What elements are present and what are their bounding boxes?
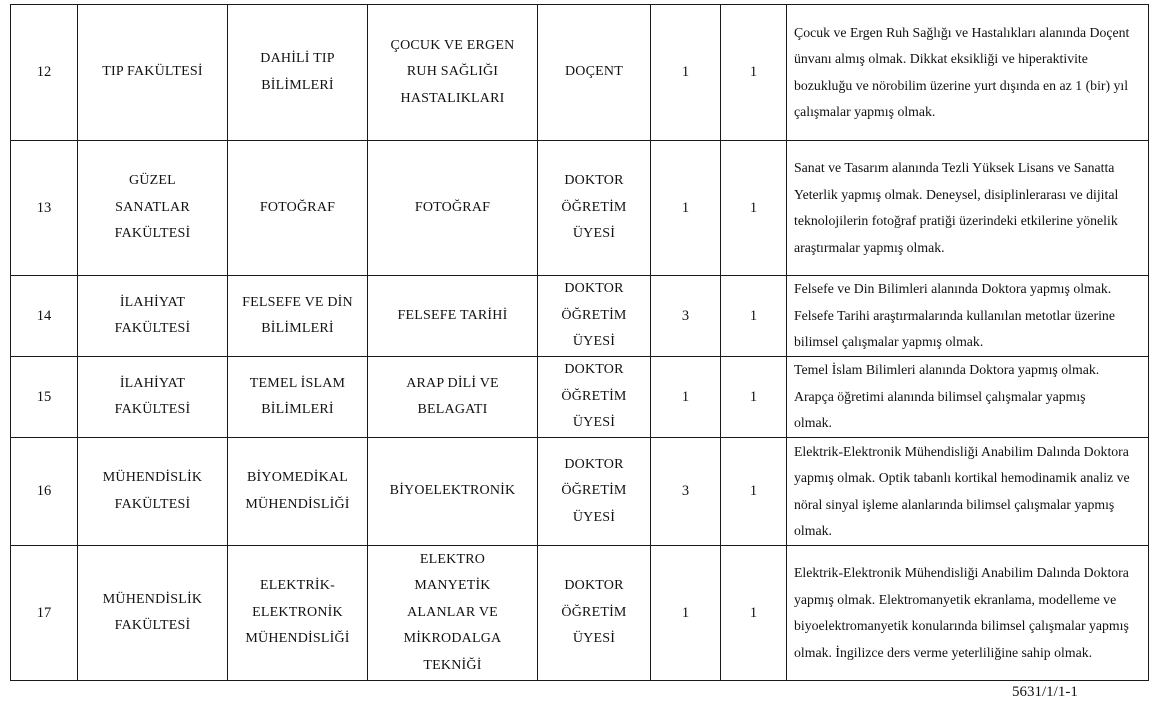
title-cell: DOÇENT (538, 5, 651, 141)
requirements-cell: Felsefe ve Din Bilimleri alanında Doktora yapmış olmak. Felsefe Tarihi araştırmalarında kullanılan metotlar üzerine bilimsel çalışmalar yapmış olmak. (787, 276, 1149, 357)
row-number: 13 (11, 141, 78, 276)
faculty-cell: İLAHİYAT FAKÜLTESİ (78, 276, 228, 357)
count-cell: 1 (721, 546, 787, 681)
department-cell: ELEKTRİK-ELEKTRONİK MÜHENDİSLİĞİ (228, 546, 368, 681)
count-cell: 1 (721, 5, 787, 141)
division-cell: ÇOCUK VE ERGEN RUH SAĞLIĞI HASTALIKLARI (368, 5, 538, 141)
department-cell: FELSEFE VE DİN BİLİMLERİ (228, 276, 368, 357)
requirements-cell: Sanat ve Tasarım alanında Tezli Yüksek Lisans ve Sanatta Yeterlik yapmış olmak. Deneysel, disiplinlerarası ve dijital teknolojilerin fotoğraf pratiği üzerindeki etkilerine yönelik araştırmalar yapmış olmak. (787, 141, 1149, 276)
table-row (11, 5, 1149, 141)
department-cell: FOTOĞRAF (228, 141, 368, 276)
title-cell: DOKTOR ÖĞRETİM ÜYESİ (538, 546, 651, 681)
degree-cell: 3 (651, 438, 721, 546)
row-number: 12 (11, 5, 78, 141)
table-row (11, 546, 1149, 681)
division-cell: FOTOĞRAF (368, 141, 538, 276)
requirements-cell: Temel İslam Bilimleri alanında Doktora yapmış olmak. Arapça öğretimi alanında bilimsel çalışmalar yapmış olmak. (787, 357, 1149, 438)
requirements-cell: Elektrik-Elektronik Mühendisliği Anabilim Dalında Doktora yapmış olmak. Elektromanyetik ekranlama, modelleme ve biyoelektromanyetik konularında bilimsel çalışmalar yapmış olmak. İngilizce ders verme yeterliliğine sahip olmak. (787, 546, 1149, 681)
division-cell: BİYOELEKTRONİK (368, 438, 538, 546)
table-row (11, 438, 1149, 546)
requirements-cell: Çocuk ve Ergen Ruh Sağlığı ve Hastalıkları alanında Doçent ünvanı almış olmak. Dikkat eksikliği ve hiperaktivite bozukluğu ve nörobilim üzerine yurt dışında en az 1 (bir) yıl çalışmalar yapmış olmak. (787, 5, 1149, 141)
count-cell: 1 (721, 438, 787, 546)
faculty-cell: İLAHİYAT FAKÜLTESİ (78, 357, 228, 438)
division-cell: FELSEFE TARİHİ (368, 276, 538, 357)
division-cell: ARAP DİLİ VE BELAGATI (368, 357, 538, 438)
faculty-cell: MÜHENDİSLİK FAKÜLTESİ (78, 438, 228, 546)
division-cell: ELEKTRO MANYETİK ALANLAR VE MİKRODALGA TEKNİĞİ (368, 546, 538, 681)
degree-cell: 1 (651, 357, 721, 438)
degree-cell: 3 (651, 276, 721, 357)
degree-cell: 1 (651, 5, 721, 141)
row-number: 14 (11, 276, 78, 357)
title-cell: DOKTOR ÖĞRETİM ÜYESİ (538, 357, 651, 438)
degree-cell: 1 (651, 141, 721, 276)
faculty-cell: MÜHENDİSLİK FAKÜLTESİ (78, 546, 228, 681)
title-cell: DOKTOR ÖĞRETİM ÜYESİ (538, 438, 651, 546)
row-number: 17 (11, 546, 78, 681)
department-cell: BİYOMEDİKAL MÜHENDİSLİĞİ (228, 438, 368, 546)
document-reference: 5631/1/1-1 (1012, 684, 1078, 700)
table-row (11, 276, 1149, 357)
count-cell: 1 (721, 357, 787, 438)
positions-table (10, 4, 1149, 681)
table-row (11, 357, 1149, 438)
title-cell: DOKTOR ÖĞRETİM ÜYESİ (538, 276, 651, 357)
title-cell: DOKTOR ÖĞRETİM ÜYESİ (538, 141, 651, 276)
count-cell: 1 (721, 276, 787, 357)
row-number: 15 (11, 357, 78, 438)
table-row (11, 141, 1149, 276)
count-cell: 1 (721, 141, 787, 276)
requirements-cell: Elektrik-Elektronik Mühendisliği Anabilim Dalında Doktora yapmış olmak. Optik tabanlı kortikal hemodinamik analiz ve nöral sinyal işleme alanlarında bilimsel çalışmalar yapmış olmak. (787, 438, 1149, 546)
row-number: 16 (11, 438, 78, 546)
faculty-cell: TIP FAKÜLTESİ (78, 5, 228, 141)
degree-cell: 1 (651, 546, 721, 681)
department-cell: DAHİLİ TIP BİLİMLERİ (228, 5, 368, 141)
department-cell: TEMEL İSLAM BİLİMLERİ (228, 357, 368, 438)
faculty-cell: GÜZEL SANATLAR FAKÜLTESİ (78, 141, 228, 276)
